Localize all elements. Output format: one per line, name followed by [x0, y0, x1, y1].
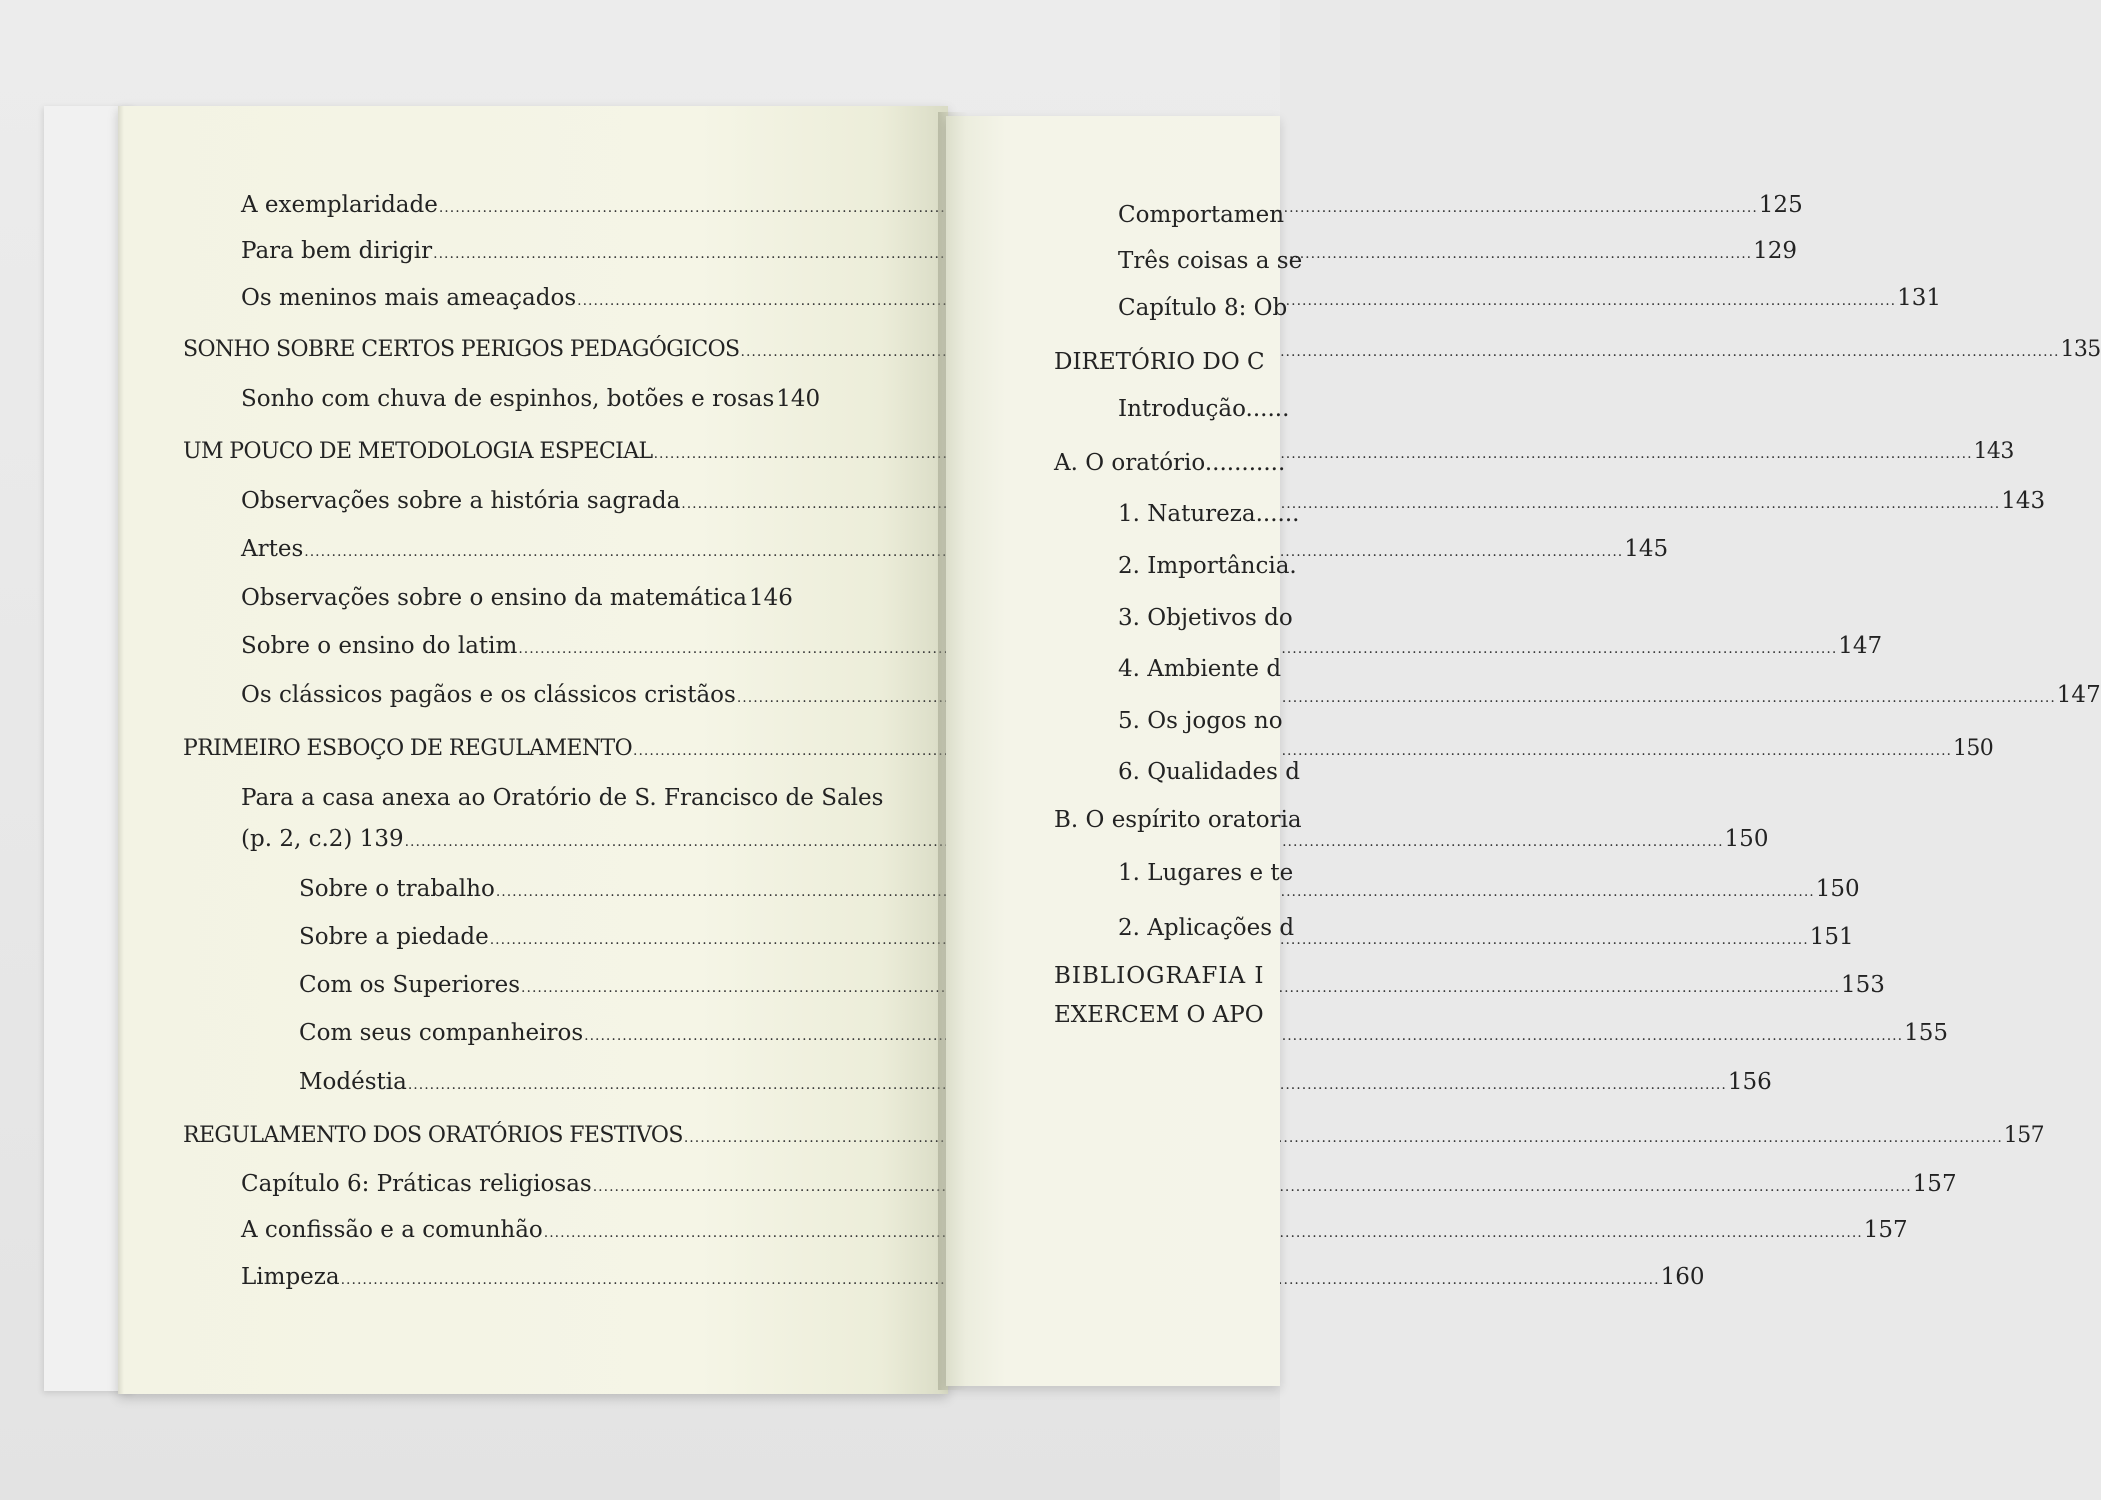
- toc-section-heading: BIBLIOGRAFIA I: [1054, 963, 1265, 989]
- toc-entry-title: Sobre o ensino do latim: [241, 633, 518, 659]
- toc-entry: 1. Lugares e te: [1118, 860, 1294, 886]
- toc-section-heading: EXERCEM O APO: [1054, 1002, 1264, 1028]
- toc-entry: 1. Natureza......: [1118, 501, 1300, 527]
- toc-entry-title-line: Para a casa anexa ao Oratório de S. Francisco de Sales: [241, 785, 884, 811]
- toc-entry: [241, 1215, 1908, 1248]
- toc-entry-title: Sonho com chuva de espinhos, botões e rosas: [241, 386, 775, 412]
- toc-entry-title: Sobre a piedade: [299, 924, 489, 950]
- toc-entry-title: UM POUCO DE METODOLOGIA ESPECIAL: [183, 439, 653, 464]
- toc-entry-page: 143: [1973, 439, 2014, 464]
- toc-entry-title: A exemplaridade: [241, 192, 438, 218]
- toc-entry: Introdução......: [1118, 396, 1290, 422]
- toc-entry: Três coisas a se: [1118, 248, 1303, 274]
- toc-entry-page: 155: [1904, 1020, 1948, 1046]
- toc-entry: B. O espírito oratoria: [1054, 807, 1302, 833]
- toc-section-heading: [183, 734, 1994, 766]
- toc-entry-title: Para bem dirigir: [241, 238, 433, 264]
- toc-entry-title: Observações sobre o ensino da matemática: [241, 585, 747, 611]
- toc-entry: 2. Importância.: [1118, 553, 1297, 579]
- toc-entry-title: Capítulo 6: Práticas religiosas: [241, 1171, 592, 1197]
- toc-leader-dots: [681, 489, 2000, 519]
- toc-entry: [241, 1262, 1705, 1295]
- toc-entry-page: 156: [1727, 1069, 1772, 1095]
- toc-entry-title: A confissão e a comunhão: [241, 1217, 543, 1243]
- toc-entry-page: 129: [1753, 238, 1797, 264]
- toc-entry-title: Limpeza: [241, 1264, 340, 1290]
- toc-entry: [241, 631, 1883, 664]
- toc-section-heading: [183, 1121, 2044, 1153]
- toc-entry-page: 147: [2056, 682, 2101, 708]
- toc-entry-page: 147: [1838, 633, 1883, 659]
- toc-entry: Capítulo 8: Ob: [1118, 295, 1288, 321]
- toc-entry: [241, 583, 791, 616]
- toc-entry-page: 135: [2060, 337, 2101, 362]
- toc-entry-page: 153: [1841, 972, 1885, 998]
- toc-entry-title: Os meninos mais ameaçados: [241, 285, 577, 311]
- toc-entry: Comportamen: [1118, 202, 1285, 228]
- toc-entry-title: Artes: [241, 536, 304, 562]
- toc-entry-page: 125: [1758, 192, 1803, 218]
- toc-entry-title: Sobre o trabalho: [299, 876, 495, 902]
- toc-entry-title: SONHO SOBRE CERTOS PERIGOS PEDAGÓGICOS: [183, 337, 740, 362]
- toc-entry: [241, 1169, 1957, 1202]
- toc-entry-page: 157: [1912, 1171, 1957, 1197]
- toc-entry-page: 150: [1952, 736, 1994, 761]
- toc-subentry: [299, 1018, 1948, 1051]
- toc-leader-dots: [684, 1123, 2003, 1153]
- toc-entry: 3. Objetivos do: [1118, 605, 1293, 631]
- toc-entry-page: 160: [1660, 1264, 1705, 1290]
- toc-entry: [241, 384, 821, 417]
- toc-entry-title: Com os Superiores: [299, 972, 521, 998]
- toc-entry: 4. Ambiente d: [1118, 656, 1282, 682]
- toc-entry-page: 151: [1809, 924, 1854, 950]
- toc-section-heading: DIRETÓRIO DO C: [1054, 349, 1265, 375]
- toc-leader-dots: [737, 683, 2056, 713]
- toc-entry-title: Observações sobre a história sagrada: [241, 488, 681, 514]
- toc-entry: A. O oratório...........: [1054, 450, 1286, 476]
- toc-entry: [241, 680, 2101, 713]
- toc-entry-title: REGULAMENTO DOS ORATÓRIOS FESTIVOS: [183, 1123, 683, 1148]
- toc-entry-title: Com seus companheiros: [299, 1020, 584, 1046]
- toc-entry-page: 143: [2001, 488, 2046, 514]
- toc-entry-title: PRIMEIRO ESBOÇO DE REGULAMENTO: [183, 736, 633, 761]
- right-page: [946, 116, 1303, 1386]
- toc-entry-page: 157: [1863, 1217, 1908, 1243]
- toc-entry: 2. Aplicações d: [1118, 915, 1295, 941]
- toc-subentry: [299, 874, 1860, 907]
- toc-entry-page: 140: [776, 386, 821, 412]
- toc-entry: 5. Os jogos no: [1118, 708, 1283, 734]
- toc-entry-title: Os clássicos pagãos e os clássicos cristãos: [241, 682, 736, 708]
- toc-entry-page: 146: [749, 585, 793, 611]
- toc-subentry: [299, 1067, 1772, 1100]
- toc-leader-dots: [654, 439, 1973, 469]
- toc-entry-page: 150: [1724, 826, 1769, 852]
- toc-entry: 6. Qualidades d: [1118, 759, 1300, 785]
- toc-entry-page: 157: [2003, 1123, 2044, 1148]
- toc-entry-page: 131: [1897, 285, 1941, 311]
- toc-entry-title: (p. 2, c.2) 139: [241, 826, 404, 852]
- toc-entry-page: 145: [1624, 536, 1669, 562]
- toc-entry: [241, 824, 1769, 857]
- toc-entry-page: 150: [1815, 876, 1860, 902]
- toc-entry-title: Modéstia: [299, 1069, 407, 1095]
